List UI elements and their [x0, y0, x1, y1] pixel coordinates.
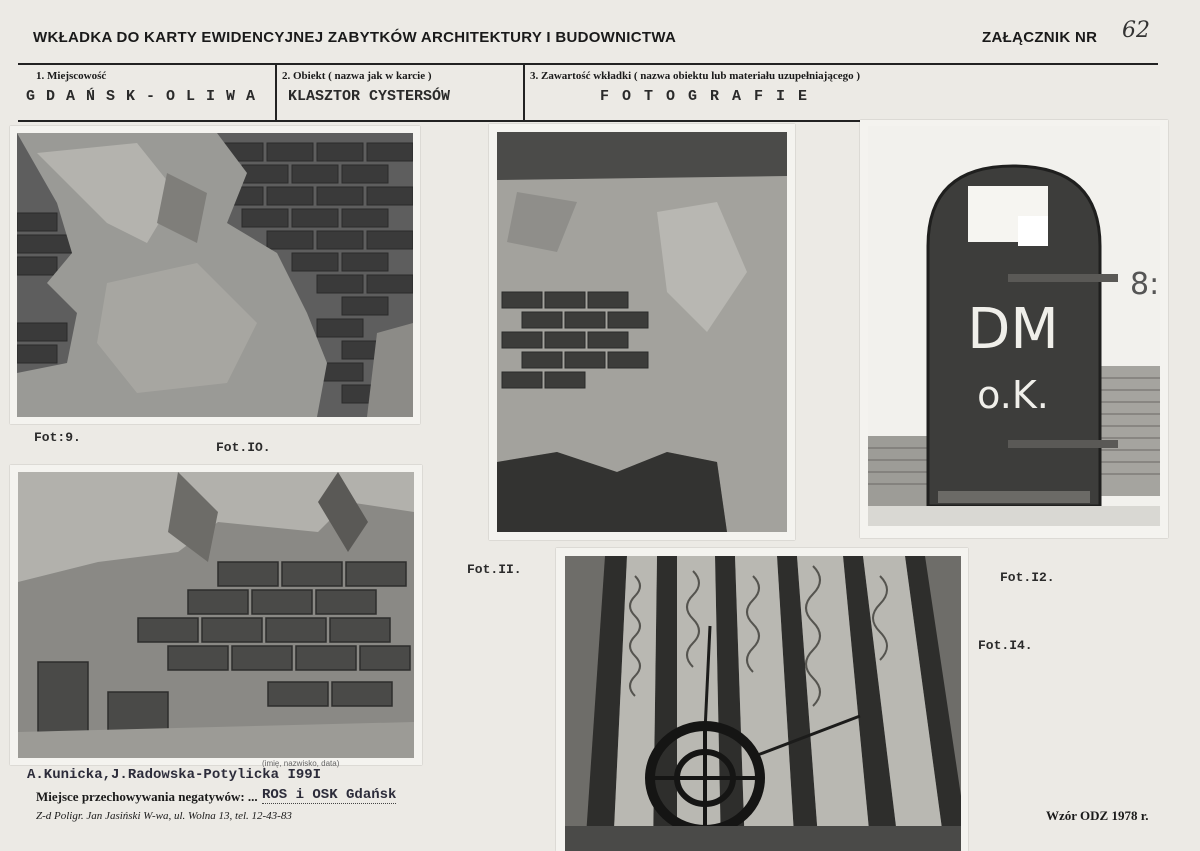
caption-fot-10: Fot.IO.	[216, 440, 271, 455]
photo-image	[868, 126, 1160, 526]
authors-note: (imię, nazwisko, data)	[262, 759, 340, 768]
locality-label: 1. Miejscowość	[36, 70, 107, 82]
negatives-value: ROS i OSK Gdańsk	[262, 787, 397, 803]
photo-fot-14	[556, 548, 968, 851]
header-top-rule	[18, 63, 1158, 65]
caption-fot-12: Fot.I2.	[1000, 570, 1055, 585]
photo-fot-10	[10, 465, 422, 765]
wall-side-mark: 8:	[1130, 267, 1160, 302]
caption-fot-14: Fot.I4.	[978, 638, 1033, 653]
contents-label: 3. Zawartość wkładki ( nazwa obiektu lub materiału uzupełniającego )	[530, 70, 861, 82]
contents-value: F O T O G R A F I E	[600, 88, 810, 105]
photo-image	[565, 556, 961, 851]
document-title: WKŁADKA DO KARTY EWIDENCYJNEJ ZABYTKÓW ARCHITEKTURY I BUDOWNICTWA	[33, 29, 677, 46]
photo-fot-9	[10, 126, 420, 424]
photo-image	[18, 472, 414, 758]
printer-imprint: Z-d Poligr. Jan Jasiński W-wa, ul. Wolna 13, tel. 12-43-83	[36, 810, 292, 822]
negatives-label: Miejsce przechowywania negatywów: ...	[36, 789, 258, 804]
photo-fot-11	[489, 124, 795, 540]
door-graffiti-line2: o.K.	[977, 373, 1049, 417]
object-label: 2. Obiekt ( nazwa jak w karcie )	[282, 70, 432, 82]
locality-value: G D A Ń S K - O L I W A	[26, 88, 257, 105]
object-value: KLASZTOR CYSTERSÓW	[288, 88, 451, 105]
photo-image	[497, 132, 787, 532]
field-divider	[523, 65, 525, 121]
field-divider	[275, 65, 277, 121]
photo-fot-12	[860, 120, 1168, 538]
photo-image	[17, 133, 413, 417]
annex-number: 62	[1122, 18, 1150, 43]
caption-fot-9: Fot:9.	[34, 430, 81, 445]
authors-stamp: A.Kunicka,J.Radowska-Potylicka I99I	[27, 767, 322, 783]
annex-label: ZAŁĄCZNIK NR	[982, 29, 1098, 46]
caption-fot-11: Fot.II.	[467, 562, 522, 577]
door-graffiti-line1: DM	[967, 297, 1059, 362]
form-pattern: Wzór ODZ 1978 r.	[1046, 808, 1149, 823]
